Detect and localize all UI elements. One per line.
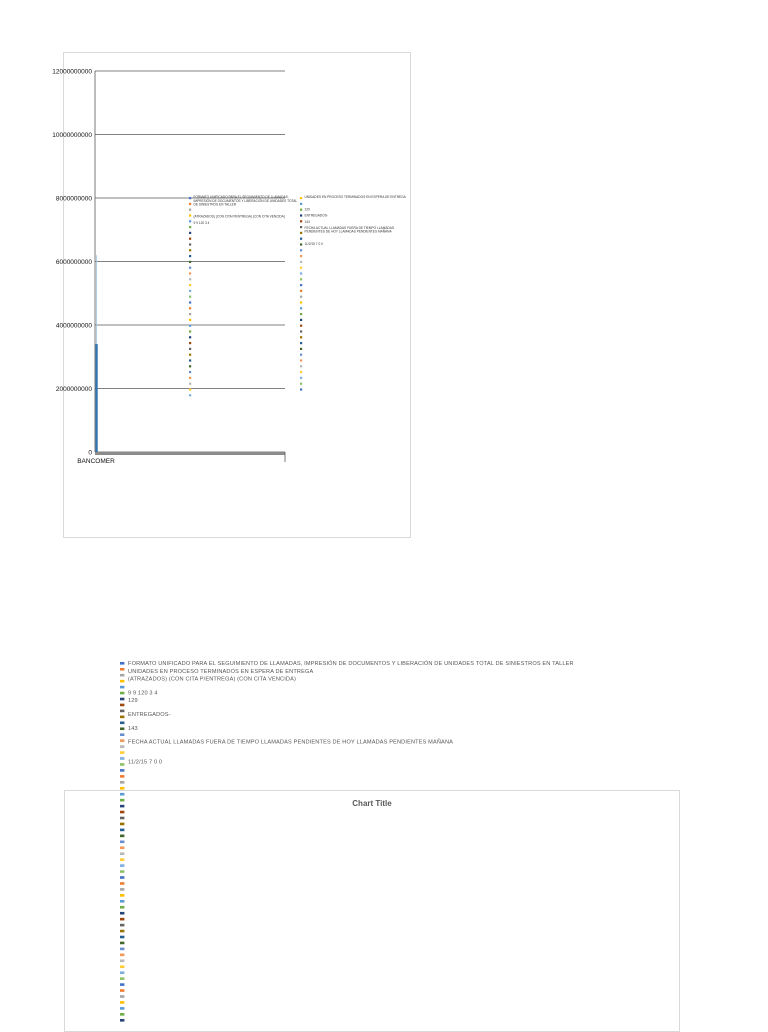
legend-marker [300, 354, 302, 356]
legend-marker [120, 763, 124, 766]
bar-highlight [96, 255, 97, 344]
legend-marker [189, 284, 191, 286]
legend-marker [120, 781, 124, 784]
legend-marker [300, 290, 302, 292]
legend-marker [300, 255, 302, 257]
legend-marker [189, 296, 191, 298]
legend-entry-label: 143 [304, 219, 310, 224]
legend-marker [300, 249, 302, 251]
legend-marker [300, 220, 302, 222]
legend-entry-label: ENTREGADOS- [304, 213, 328, 218]
legend-marker [300, 278, 302, 280]
legend-marker [120, 745, 124, 748]
legend-marker [189, 243, 191, 245]
legend-marker [189, 226, 191, 228]
legend-marker [189, 388, 191, 390]
legend-marker [300, 226, 302, 228]
legend-marker [300, 238, 302, 240]
legend-marker [300, 342, 302, 344]
legend-marker [189, 209, 191, 211]
legend-marker [189, 290, 191, 292]
legend-marker [189, 330, 191, 332]
legend-entry-label: FORMATO UNIFICADO PARA EL SEGUIMIENTO DE LLAMADAS, IMPRESIÓN DE DOCUMENTOS Y LIBERACIÓN DE UNIDADES TOTAL DE SINIESTROS EN TALLER [128, 661, 574, 667]
legend-marker [300, 319, 302, 321]
legend-marker [189, 354, 191, 356]
legend-marker [300, 197, 302, 199]
y-tick-label: 2000000000 [55, 385, 92, 393]
legend-marker [189, 214, 191, 216]
legend-marker [300, 359, 302, 361]
legend-marker [120, 662, 124, 665]
legend-marker [300, 307, 302, 309]
legend-marker [120, 680, 124, 683]
legend-marker [189, 383, 191, 385]
legend-marker [189, 319, 191, 321]
legend-marker [189, 267, 191, 269]
legend-marker [189, 336, 191, 338]
legend-marker [189, 325, 191, 327]
chart-1-plot [52, 53, 410, 537]
chart-2-frame [64, 790, 680, 1032]
legend-marker [189, 365, 191, 367]
legend-marker [300, 330, 302, 332]
y-tick-label: 6000000000 [55, 258, 92, 266]
chart-1-frame [52, 52, 411, 538]
legend-entry-label: FECHA ACTUAL LLAMADAS FUERA DE TIEMPO LLAMADAS PENDIENTES DE HOY LLAMADAS PENDIENTES MAÑANA [304, 226, 394, 234]
legend-marker [189, 261, 191, 263]
legend-marker [189, 313, 191, 315]
legend-marker [300, 203, 302, 205]
legend-entry-label: 11/2/15 7 0 0 [304, 241, 323, 246]
legend-entry-label: 129 [128, 698, 138, 705]
legend-marker [300, 284, 302, 286]
legend-marker [120, 686, 124, 689]
legend-marker [189, 249, 191, 251]
chart-2-title: Chart Title [352, 799, 392, 808]
legend-entry-label: UNIDADES EN PROCESO TERMINADOS EN ESPERA DE ENTREGA [128, 668, 314, 675]
legend-marker [120, 757, 124, 760]
legend-entry-label: 143 [128, 725, 138, 732]
legend-entry-label: FORMATO UNIFICADO PARA EL SEGUIMIENTO DE LLAMADAS, IMPRESIÓN DE DOCUMENTOS Y LIBERACIÓN DE UNIDADES TOTAL DE SINIESTROS EN TALLER [193, 195, 298, 207]
legend-marker [189, 359, 191, 361]
legend-marker [189, 203, 191, 205]
legend-marker [120, 775, 124, 778]
legend-marker [120, 722, 124, 725]
legend-marker [300, 313, 302, 315]
legend-marker [300, 325, 302, 327]
legend-marker [189, 272, 191, 274]
legend-marker [120, 716, 124, 719]
legend-marker [189, 238, 191, 240]
legend-marker [120, 704, 124, 707]
legend-entry-label: 11/2/15 7 0 0 [128, 759, 163, 766]
legend-marker [120, 710, 124, 713]
legend-entry-label: (ATRAZADOS) (CON CITA P/ENTREGA) (CON CITA VENCIDA) [128, 676, 297, 683]
legend-marker [300, 209, 302, 211]
legend-marker [189, 348, 191, 350]
legend-marker [120, 733, 124, 736]
legend-marker [189, 301, 191, 303]
y-tick-label: 0 [88, 449, 92, 457]
y-tick-label: 12000000000 [52, 68, 92, 76]
legend-marker [120, 674, 124, 677]
legend-marker [120, 751, 124, 754]
legend-entry-label: (ATRAZADOS) (CON CITA P/ENTREGA) (CON CITA VENCIDA) [193, 214, 285, 219]
legend-marker [189, 232, 191, 234]
legend-marker [300, 267, 302, 269]
legend-marker [300, 261, 302, 263]
legend-entry-label: ENTREGADOS- [128, 712, 171, 718]
y-tick-label: 8000000000 [55, 195, 92, 203]
legend-marker [189, 255, 191, 257]
legend-marker [189, 342, 191, 344]
legend-marker [300, 388, 302, 390]
legend-marker [300, 348, 302, 350]
legend-marker [300, 296, 302, 298]
legend-marker [300, 336, 302, 338]
legend-marker [300, 232, 302, 234]
legend-marker [120, 668, 124, 671]
legend-marker [189, 371, 191, 373]
y-tick-label: 10000000000 [52, 131, 92, 139]
legend-entry-label: 9 9 120 3 4 [128, 690, 158, 697]
legend-marker [300, 243, 302, 245]
legend-marker [120, 727, 124, 730]
legend-marker [300, 371, 302, 373]
legend-marker [300, 214, 302, 216]
legend-marker [189, 377, 191, 379]
legend-entry-label: FECHA ACTUAL LLAMADAS FUERA DE TIEMPO LLAMADAS PENDIENTES DE HOY LLAMADAS PENDIENTES MAÑANA [128, 739, 454, 746]
legend-marker [300, 301, 302, 303]
y-tick-label: 4000000000 [55, 322, 92, 330]
legend-marker [120, 769, 124, 772]
legend-marker [120, 698, 124, 701]
legend-marker [120, 692, 124, 695]
legend-marker [120, 739, 124, 742]
legend-marker [189, 307, 191, 309]
legend-marker [300, 365, 302, 367]
legend-marker [300, 272, 302, 274]
x-category-label: BANCOMER [77, 458, 115, 465]
bar [96, 344, 98, 452]
legend-entry-label: UNIDADES EN PROCESO TERMINADOS EN ESPERA DE ENTREGA [304, 195, 406, 200]
legend-marker [300, 377, 302, 379]
legend-entry-label: 9 9 120 3 4 [193, 220, 210, 225]
x-axis-band [95, 452, 285, 455]
legend-marker [189, 220, 191, 222]
legend-marker [189, 197, 191, 199]
legend-marker [189, 278, 191, 280]
legend-marker [189, 394, 191, 396]
legend-marker [300, 383, 302, 385]
legend-entry-label: 129 [304, 207, 310, 212]
